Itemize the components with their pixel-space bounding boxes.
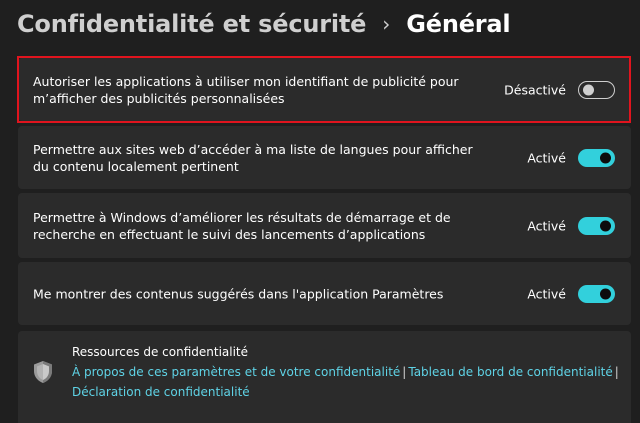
setting-card-advertising-id [18,58,631,121]
privacy-dashboard-link[interactable]: Tableau de bord de confidentialité [408,365,613,379]
about-settings-link[interactable]: À propos de ces paramètres et de votre confidentialité [72,365,401,379]
privacy-resources-title: Ressources de confidentialité [72,345,249,359]
setting-label: Autoriser les applications à utiliser mon identifiant de publicité pour m’afficher des publicités personnalisées [33,73,459,106]
setting-label: Permettre aux sites web d’accéder à ma liste de langues pour afficher du contenu localement pertinent [33,141,473,174]
shield-icon [32,360,54,384]
privacy-resources-links [72,362,627,402]
setting-label: Permettre à Windows d’améliorer les résultats de démarrage et de recherche en effectuant le suivi des lancements d’applications [33,209,451,242]
setting-label: Me montrer des contenus suggérés dans l'application Paramètres [33,286,444,301]
toggle-knob [600,220,611,231]
app-launch-tracking-toggle[interactable] [578,217,615,235]
language-list-toggle[interactable] [578,149,615,167]
setting-card-app-launch-tracking [18,193,631,258]
privacy-statement-link[interactable]: Déclaration de confidentialité [72,385,250,399]
toggle-knob [600,288,611,299]
chevron-right-icon: › [382,12,391,36]
link-separator: | [614,365,619,379]
link-separator: | [402,365,407,379]
toggle-state-label: Activé [527,218,566,233]
privacy-resources-card [18,331,631,423]
toggle-state-label: Activé [527,150,566,165]
page-title: Général [406,10,511,38]
breadcrumb-parent[interactable]: Confidentialité et sécurité [17,10,367,38]
advertising-id-toggle[interactable] [578,81,615,99]
breadcrumb [17,6,510,42]
setting-card-language-list [18,126,631,189]
toggle-knob [583,84,594,95]
setting-card-suggested-content [18,262,631,325]
suggested-content-toggle[interactable] [578,285,615,303]
toggle-state-label: Activé [527,286,566,301]
toggle-state-label: Désactivé [504,82,566,97]
toggle-knob [600,152,611,163]
